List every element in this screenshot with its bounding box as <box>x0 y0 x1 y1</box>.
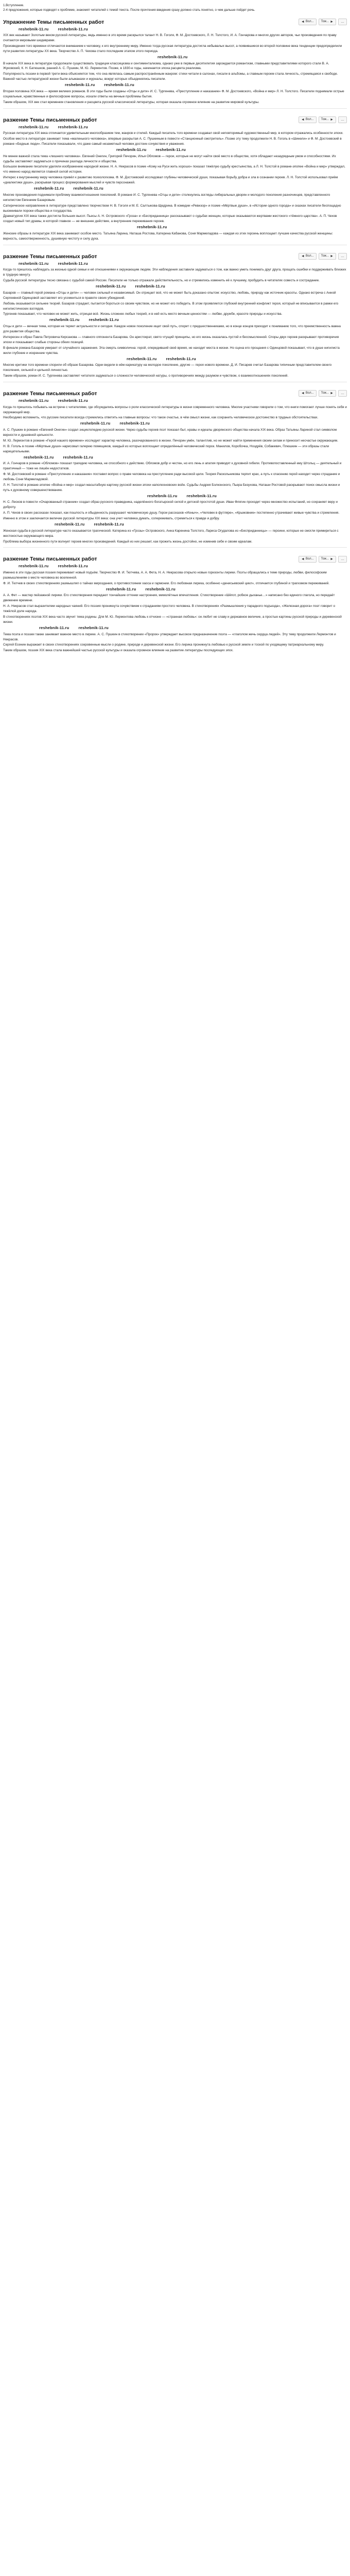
paragraph: Базаров — главный герой романа «Отцы и дети» — человек сильный и независимый. Он отрицает всё, что не может быть доказано опытом: искусство, любовь, природу как источник красоты. Однако встреча с Анной Сергеевной Одинцовой заставляет его усомниться в правоте своих убеждений. <box>3 291 336 300</box>
exercise-block-5 <box>3 555 347 653</box>
paragraph: А. А. Фет — мастер пейзажной лирики. Его стихотворения передают тончайшие оттенки настроения, мимолётные впечатления. Стихотворение «Шёпот, робкое дыханье…» написано без единого глагола, но передаёт движение времени. <box>3 594 335 603</box>
block-body <box>3 405 347 545</box>
next-button[interactable] <box>319 116 336 123</box>
more-button[interactable] <box>338 556 347 563</box>
watermark: reshebnik-11.ru <box>127 356 157 361</box>
watermark-row <box>19 26 347 32</box>
paragraph: Женская судьба в русской литературе часто оказывается трагической. Катерина из «Грозы» Островского, Анна Каренина Толстого, Лариса Огудалова из «Бесприданницы» — героини, которые не смогли примириться с жестокостью окружающего мира. <box>3 529 339 538</box>
prev-button[interactable] <box>299 390 317 397</box>
more-icon: … <box>341 255 344 259</box>
next-label: Тож... <box>321 118 329 122</box>
watermark: reshebnik-11.ru <box>155 147 186 152</box>
exercise-block-3 <box>3 252 347 382</box>
block-title: разжение Темы письменных работ <box>3 253 97 260</box>
paragraph: Интерес к внутреннему миру человека привёл к развитию психологизма. Ф. М. Достоевский исследовал глубины человеческой души, показывая борьбу добра и зла в сознании героев. Л. Н. Толстой использовал приём «диалектики души», раскрывая процесс формирования мыслей и чувств персонажей. <box>3 176 338 185</box>
paragraph: Не менее важной стала тема «лишнего человека». Евгений Онегин, Григорий Печорин, Илья Обломов — герои, которые не могут найти своё место в обществе, хотя обладают незаурядным умом и способностями. Их судьбы заставляют задуматься о причинах разлада личности и общества. <box>3 154 336 163</box>
block-body <box>3 33 347 105</box>
arrow-left-icon: ◄ <box>301 392 305 396</box>
paragraph: Сатирическое направление в литературе представлено творчеством Н. В. Гоголя и М. Е. Салтыкова-Щедрина. В комедии «Ревизор» и поэме «Мёртвые души», в «Истории одного города» и сказках писатели беспощадно высмеивали пороки общества и государства. <box>3 204 341 213</box>
prev-button[interactable] <box>299 556 317 563</box>
block-controls <box>299 556 347 563</box>
arrow-left-icon: ◄ <box>301 20 305 24</box>
intro-text: 1.Вступление. 2-4 предложения, которые подводят к проблеме, знакомят читателей с темой текста. После прочтения введения сразу должно стать понятно, о чем дальше пойдет речь. <box>3 4 255 12</box>
more-button[interactable] <box>338 390 347 397</box>
paragraph: Любовь оказывается сильнее теорий. Базаров страдает, пытается бороться со своим чувством, но не может его победить. В этом проявляется глубокий внутренний конфликт героя, который не вписывается в рамки его нигилистических взглядов. <box>3 301 339 311</box>
paragraph: Л. Н. Толстой в романе-эпопее «Война и мир» создал масштабную картину русской жизни эпохи наполеоновских войн. Судьбы Андрея Болконского, Пьера Безухова, Наташи Ростовой раскрывают поиск смысла жизни и путь к духовному совершенствованию. <box>3 483 340 492</box>
watermark: reshebnik-11.ru <box>94 522 124 527</box>
block-body <box>3 570 347 653</box>
watermark: reshebnik-11.ru <box>96 284 126 289</box>
divider <box>3 547 347 548</box>
paragraph: Ф. И. Тютчев в своих стихотворениях размышлял о тайнах мироздания, о противостоянии хаоса и гармонии. Его любовная лирика, особенно «денисьевский цикл», отличается глубиной и трагизмом переживаний. <box>3 581 329 585</box>
more-button[interactable] <box>338 253 347 260</box>
watermark-row <box>19 398 347 404</box>
watermark: reshebnik-11.ru <box>19 564 49 569</box>
watermark-row <box>127 356 347 362</box>
watermark: reshebnik-11.ru <box>19 124 49 129</box>
paragraph: В финале романа Базаров умирает от случайного заражения. Эта смерть символична: герой, опередивший своё время, не находит места в жизни. Но сцена его прощания с Одинцовой показывает, что в душе нигилиста жили глубокие и искренние чувства. <box>3 346 340 355</box>
watermark: reshebnik-11.ru <box>145 586 176 591</box>
prev-button[interactable] <box>299 253 317 260</box>
watermark-row <box>147 493 347 499</box>
next-button[interactable] <box>319 253 336 260</box>
paragraph: Большое внимание писатели уделяли изображению народной жизни. Н. А. Некрасов в поэме «Кому на Руси жить хорошо» показал тяжёлую судьбу крестьянства, а Л. Н. Толстой в романе-эпопее «Война и мир» утверждал, что именно народ является главной силой истории. <box>3 165 345 174</box>
divider <box>3 108 347 109</box>
paragraph: Когда-то пришлось наблюдать за жизнью одной семьи и её отношениями к окружающим людям. Эти наблюдения заставили задуматься о том, как важно уметь понимать друг друга, прощать ошибки и поддерживать близких в трудную минуту. <box>3 268 346 277</box>
paragraph: Отцы и дети — вечная тема, которая не теряет актуальности и сегодня. Каждое новое поколение ищет свой путь, спорит с предшественниками, но в конце концов приходит к пониманию того, что преемственность важна для развития общества. <box>3 325 341 333</box>
watermark-row <box>19 563 347 569</box>
block-header <box>3 116 347 124</box>
more-icon: … <box>341 392 344 396</box>
next-button[interactable] <box>319 556 336 563</box>
watermark: reshebnik-11.ru <box>24 454 54 460</box>
prev-label: Вол... <box>305 118 314 122</box>
arrow-right-icon: ► <box>330 557 334 561</box>
paragraph: Таким образом, XIX век стал временем становления и расцвета русской классической литературы, которая оказала огромное влияние на развитие мировой культуры. <box>3 100 259 104</box>
watermark: reshebnik-11.ru <box>58 261 88 266</box>
watermark-row <box>34 185 347 192</box>
watermark: reshebnik-11.ru <box>19 261 49 266</box>
paragraph: Именно в эти годы русская поэзия переживает новый подъём. Творчество Ф. И. Тютчева, А. А. Фета, Н. А. Некрасова открыло новые горизонты лирики. Поэты обращались к теме природы, любви, философским размышлениям о месте человека во вселенной. <box>3 571 327 580</box>
watermark: reshebnik-11.ru <box>19 398 49 403</box>
paragraph: Интересен и образ Павла Петровича Кирсанова — главного оппонента Базарова. Он аристократ, свято чтущий принципы, но его жизнь оказалась пустой и бессмысленной. Споры двух героев раскрывают противоречия эпохи и показывают слабые стороны обеих позиций. <box>3 335 339 344</box>
block-header <box>3 389 347 398</box>
paragraph: М. Ю. Лермонтов в романе «Герой нашего времени» исследует характер человека, разочарованного в жизни. Печорин умён, талантлив, но не может найти применения своим силам и приносит несчастье окружающим. <box>3 438 338 443</box>
more-button[interactable] <box>338 116 347 123</box>
more-icon: … <box>341 20 344 24</box>
watermark-row <box>19 124 347 130</box>
paragraph: Драматургия XIX века также достигла больших высот. Пьесы А. Н. Островского «Гроза» и «Бесприданница» рассказывают о судьбах женщин, которые оказываются жертвами жестокого «тёмного царства». А. П. Чехов создал новый тип драмы, в которой главное — не внешнее действие, а внутренние переживания героев. <box>3 214 337 224</box>
watermark: reshebnik-11.ru <box>157 54 188 59</box>
paragraph: Тургенев показывает, что человек не может жить, отрицая всё. Жизнь сложнее любых теорий, и в ней есть место вечным ценностям — любви, дружбе, красоте природы и искусства. <box>3 312 283 316</box>
watermark: reshebnik-11.ru <box>58 398 88 403</box>
watermark-row <box>65 82 347 88</box>
prev-label: Вол... <box>305 255 314 258</box>
paragraph: Многие произведения поднимали проблему взаимоотношения поколений. В романе И. С. Тургенева «Отцы и дети» столкнулись взгляды либеральных дворян и молодого поколения разночинцев, представленного нигилистом Евгением Базаровым. <box>3 193 330 202</box>
next-label: Тож... <box>321 392 329 395</box>
watermark-row <box>19 261 347 267</box>
block-body <box>3 131 347 242</box>
paragraph: Русская литература XIX века отличается удивительным многообразием тем, жанров и стилей. Каждый писатель того времени создавал свой неповторимый художественный мир, в котором отражались особенности эпохи. <box>3 131 343 135</box>
watermark: reshebnik-11.ru <box>89 317 119 323</box>
arrow-left-icon: ◄ <box>301 255 305 259</box>
block-title: разжение Темы письменных работ <box>3 116 97 123</box>
paragraph: Многие критики того времени спорили об образе Базарова. Одни видели в нём карикатуру на молодое поколение, другие — героя нового времени. Д. И. Писарев считал Базарова типичным представителем своего поколения, сильной и цельной личностью. <box>3 363 332 372</box>
paragraph: Таким образом, поэзия XIX века стала важнейшей частью русской культуры и оказала огромное влияние на развитие литературы последующих эпох. <box>3 649 234 653</box>
paragraph: Проблема выбора жизненного пути волнует героев многих произведений. Каждый из них решает, как прожить жизнь достойно, не изменив себе и своим идеалам. <box>3 539 253 544</box>
block-title: разжение Темы письменных работ <box>3 390 97 397</box>
arrow-right-icon: ► <box>330 20 334 24</box>
next-label: Тож... <box>321 20 329 24</box>
paragraph: Тема поэта и поэзии также занимает важное место в лирике. А. С. Пушкин в стихотворении «Пророк» утверждает высокое предназначение поэта — «глаголом жечь сердца людей». Эту тему продолжили Лермонтов и Некрасов. <box>3 632 336 641</box>
watermark: reshebnik-11.ru <box>78 625 109 630</box>
watermark: reshebnik-11.ru <box>65 82 95 88</box>
block-header <box>3 252 347 261</box>
paragraph: Особое место в литературе занимает тема «маленького человека», впервые раскрытая А. С. Пушкиным в повести «Станционный смотритель». Позже эту тему продолжили Н. В. Гоголь в «Шинели» и Ф. М. Достоевский в романе «Бедные люди». Писатели показывали, что даже самый незаметный человек достоин сочувствия и уважения. <box>3 137 342 146</box>
prev-button[interactable] <box>299 116 317 123</box>
block-controls <box>299 19 347 25</box>
watermark: reshebnik-11.ru <box>39 625 69 630</box>
paragraph: Вторая половина XIX века — время великих романов. В эти годы были созданы «Отцы и дети» И. С. Тургенева, «Преступление и наказание» Ф. М. Достоевского, «Война и мир» Л. Н. Толстого. Писатели поднимали острые социальные, нравственные и философские вопросы, искали ответы на вечные проблемы бытия. <box>3 89 344 98</box>
paragraph: Ф. М. Достоевский в романе «Преступление и наказание» поставил вопрос о праве человека на преступление ради высокой цели. Теория Раскольникова терпит крах, а путь к спасению герой находит через страдание и любовь Сони Мармеладовой. <box>3 472 340 481</box>
watermark: reshebnik-11.ru <box>58 26 88 31</box>
more-button[interactable] <box>338 19 347 25</box>
watermark: reshebnik-11.ru <box>49 317 80 323</box>
more-icon: … <box>341 557 344 561</box>
watermark-row <box>80 420 347 427</box>
watermark: reshebnik-11.ru <box>58 124 88 129</box>
block-controls <box>299 253 347 260</box>
paragraph: В начале XIX века в литературе продолжали существовать традиции классицизма и сентиментализма, однако уже в первые десятилетия зарождается романтизм, главными представителями которого стали В. А. Жуковский, К. Н. Батюшков, ранний А. С. Пушкин, М. Ю. Лермонтов. Позже, в 1830-е годы, начинается эпоха расцвета реализма. <box>3 61 329 71</box>
watermark: reshebnik-11.ru <box>55 522 85 527</box>
block-title: Упражнение Темы письменных работ <box>3 19 104 25</box>
watermark: reshebnik-11.ru <box>58 564 88 569</box>
prev-label: Вол... <box>305 392 314 395</box>
paragraph: Сергей Есенин выражает в своих стихотворениях сокровенные мысли о родине, природе и деревенской жизни. Его лирика проникнута любовью к русской земле и тоской по уходящему патриархальному миру. <box>3 643 324 647</box>
block-title: разжение Темы письменных работ <box>3 556 97 563</box>
next-label: Тож... <box>321 255 329 258</box>
paragraph: Женские образы в литературе XIX века занимают особое место. Татьяна Ларина, Наташа Ростова, Катерина Кабанова, Соня Мармеладова — каждая из этих героинь воплощает лучшие качества русской женщины: верность, самоотверженность, душевную чистоту и силу духа. <box>3 231 333 241</box>
block-controls <box>299 390 347 397</box>
watermark-row <box>106 586 347 592</box>
exercise-block-1 <box>3 18 347 109</box>
arrow-left-icon: ◄ <box>301 557 305 561</box>
paragraph: А. С. Пушкин в романе «Евгений Онегин» создал энциклопедию русской жизни. Через судьбы героев поэт показал быт, нравы и идеалы дворянского общества начала XIX века. Образ Татьяны Лариной стал символом верности и душевной цельности. <box>3 428 337 437</box>
arrow-left-icon: ◄ <box>301 118 305 122</box>
page <box>0 3 350 2576</box>
watermark-row <box>49 317 347 323</box>
block-controls <box>299 116 347 123</box>
prev-button[interactable] <box>299 19 317 25</box>
next-button[interactable] <box>319 19 336 25</box>
paragraph: Н. А. Некрасов стал выразителем народных чаяний. Его поэзия проникнута сочувствием к страданиям простого человека. В стихотворениях «Размышления у парадного подъезда», «Железная дорога» поэт говорит о тяжёлой доле народа. <box>3 604 335 614</box>
next-button[interactable] <box>319 390 336 397</box>
arrow-right-icon: ► <box>330 255 334 259</box>
watermark-row <box>96 283 347 290</box>
watermark-row <box>55 521 347 528</box>
watermark: reshebnik-11.ru <box>106 586 136 591</box>
watermark: reshebnik-11.ru <box>80 421 111 426</box>
paragraph: Н. С. Лесков в повести «Очарованный странник» создал образ русского праведника, наделённого богатырской силой и детской простотой души. Иван Флягин проходит через множество испытаний, но сохраняет веру и доброту. <box>3 500 338 510</box>
watermark: reshebnik-11.ru <box>34 186 64 191</box>
paragraph: XIX век называют Золотым веком русской литературы, ведь именно в это время раскрылся талант Н. В. Гоголя, Ф. М. Достоевского, Л. Н. Толстого, И. А. Гончарова и многих других авторов, чьи произведения по праву считаются мировыми шедеврами. <box>3 33 337 43</box>
paragraph: Судьба русской литературы тесно связана с судьбой самой России. Писатели не только отражали действительность, но и стремились изменить её к лучшему, пробудить в читателях совесть и сострадание. <box>3 279 320 283</box>
block-header <box>3 18 347 26</box>
watermark-row <box>157 54 347 60</box>
arrow-right-icon: ► <box>330 118 334 122</box>
paragraph: Когда-то пришлось побывать на встрече с читателями, где обсуждались вопросы о роли классической литературы в жизни современного человека. Многие участники говорили о том, что книги помогают лучше понять себя и окружающий мир. <box>3 405 347 414</box>
paragraph: И. А. Гончаров в романе «Обломов» показал трагедию человека, не способного к действию. Обломов добр и честен, но его лень и апатия приводят к духовной гибели. Противопоставленный ему Штольц — деятельный и практичный — тоже не лишён недостатков. <box>3 462 342 471</box>
watermark: reshebnik-11.ru <box>186 493 217 498</box>
paragraph: Именно в этом и заключается величие русской литературы XIX века: она учит человека думать, сопереживать, стремиться к правде и добру. <box>3 517 220 521</box>
watermark-row <box>39 625 347 631</box>
paragraph: Произведения того времени отличаются вниманием к человеку, к его внутреннему миру. Именно тогда русская литература достигла небывалых высот, а появившиеся во второй половине века тенденции предопределили пути развития литературы XX века. Творчество А. П. Чехова стало последним этапом этого периода. <box>3 44 342 53</box>
paragraph: А. П. Чехов в своих рассказах показал, как пошлость и обыденность разрушают человеческую душу. Герои рассказов «Ионыч», «Человек в футляре», «Крыжовник» постепенно утрачивают живые чувства и стремления. <box>3 511 340 515</box>
paragraph: Популярность поэзии в первой трети века объясняется тем, что она являлась самым распространённым жанром: стихи читали в салонах, писали в альбомы, а главным героем стала личность, стремящаяся к свободе. Важной частью литературной жизни были альманахи и журналы, вокруг которых объединялись писатели. <box>3 72 338 81</box>
watermark: reshebnik-11.ru <box>147 493 178 498</box>
paragraph: Необходимо вспомнить, что русские писатели всегда стремились ответить на главные вопросы: что такое счастье, в чём смысл жизни, как сохранить человеческое достоинство в трудных обстоятельствах. <box>3 416 319 420</box>
block-header <box>3 555 347 563</box>
paragraph: Таким образом, роман И. С. Тургенева заставляет читателя задуматься о сложности человеческой натуры, о противоречиях между разумом и чувством, о взаимоотношениях поколений. <box>3 374 289 378</box>
watermark: reshebnik-11.ru <box>166 356 196 361</box>
watermark-row <box>24 454 347 461</box>
prev-label: Вол... <box>305 557 314 561</box>
block-body <box>3 267 347 379</box>
exercise-block-2 <box>3 116 347 245</box>
watermark: reshebnik-11.ru <box>63 454 93 460</box>
watermark-row <box>116 147 347 153</box>
prev-label: Вол... <box>305 20 314 24</box>
watermark: reshebnik-11.ru <box>135 284 165 289</box>
arrow-right-icon: ► <box>330 392 334 396</box>
paragraph: Н. В. Гоголь в поэме «Мёртвые души» нарисовал галерею помещиков, каждый из которых воплощает определённый человеческий порок. Манилов, Коробочка, Ноздрёв, Собакевич, Плюшкин — эти образы стали нарицательными. <box>3 444 329 453</box>
more-icon: … <box>341 118 344 122</box>
watermark: reshebnik-11.ru <box>137 225 167 230</box>
watermark: reshebnik-11.ru <box>19 26 49 31</box>
watermark: reshebnik-11.ru <box>116 147 147 152</box>
watermark: reshebnik-11.ru <box>119 421 150 426</box>
watermark-row <box>137 224 347 230</box>
exercise-block-4 <box>3 389 347 548</box>
watermark: reshebnik-11.ru <box>104 82 134 88</box>
paragraph: В стихотворениях поэтов XIX века часто звучит тема родины. Для М. Ю. Лермонтова любовь к отчизне — «странная любовь»: он любит не славу и державное величие, а простые картины русской природы и деревенской жизни. <box>3 615 342 624</box>
watermark: reshebnik-11.ru <box>73 186 103 191</box>
next-label: Тож... <box>321 557 329 561</box>
